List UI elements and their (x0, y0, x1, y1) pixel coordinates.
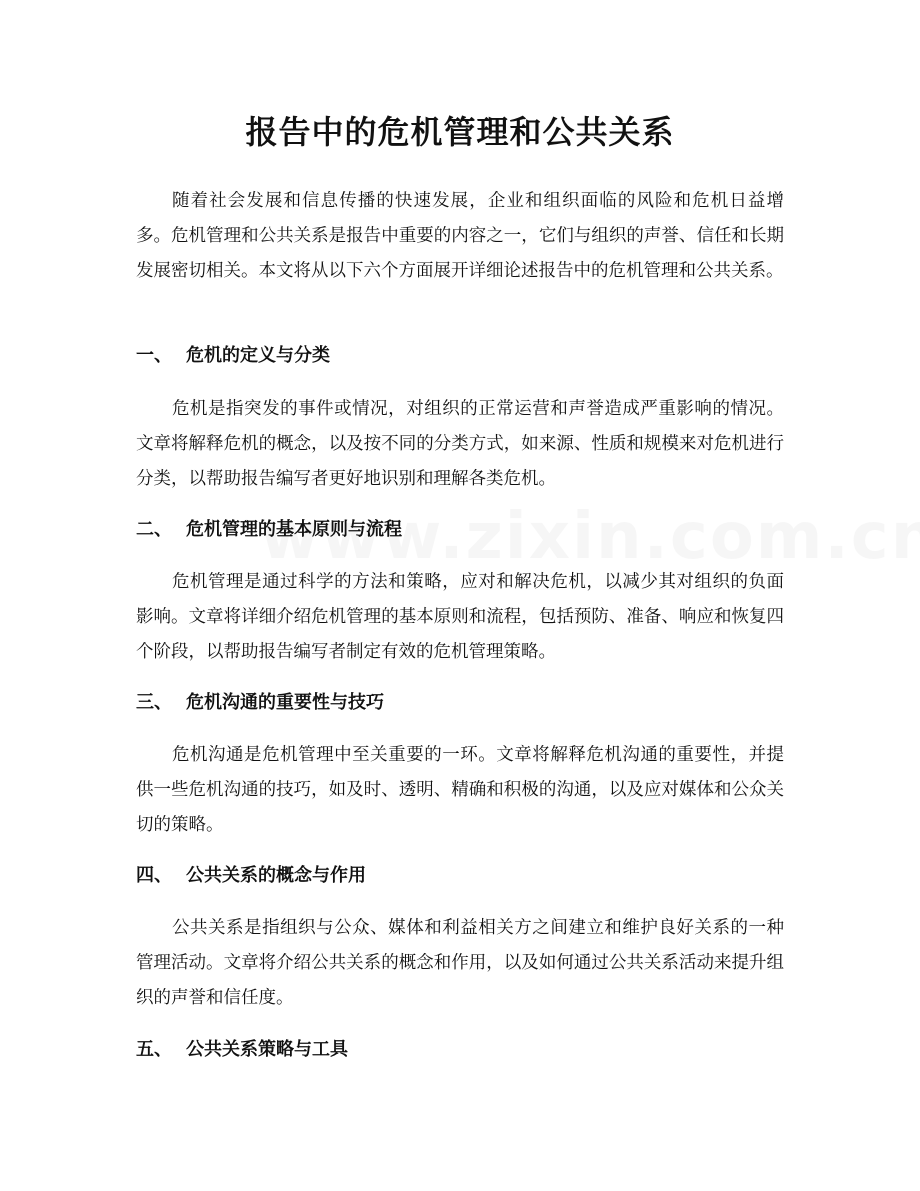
section-heading-text: 公共关系的概念与作用 (186, 865, 366, 886)
section-heading-text: 公共关系策略与工具 (186, 1039, 348, 1060)
section-number: 二、 (136, 519, 172, 540)
document-title: 报告中的危机管理和公共关系 (245, 113, 675, 151)
section-body-1: 危机是指突发的事件或情况，对组织的正常运营和声誉造成严重影响的情况。文章将解释危机的概念，以及按不同的分类方式，如来源、性质和规模来对危机进行分类，以帮助报告编写者更好地识别和理解各类危机。 (136, 399, 784, 489)
section-body-4: 公共关系是指组织与公众、媒体和利益相关方之间建立和维护良好关系的一种管理活动。文章将介绍公共关系的概念和作用，以及如何通过公共关系活动来提升组织的声誉和信任度。 (136, 918, 784, 1008)
section-heading-text: 危机沟通的重要性与技巧 (186, 692, 384, 713)
section-heading-text: 危机管理的基本原则与流程 (186, 519, 402, 540)
section-number: 四、 (136, 865, 172, 886)
intro-paragraph: 随着社会发展和信息传播的快速发展，企业和组织面临的风险和危机日益增多。危机管理和公共关系是报告中重要的内容之一，它们与组织的声誉、信任和长期发展密切相关。本文将从以下六个方面展开详细论述报告中的危机管理和公共关系。 (136, 191, 784, 281)
section-number: 五、 (136, 1039, 172, 1060)
section-heading-2 (136, 515, 784, 545)
section-number: 一、 (136, 345, 172, 366)
section-body-2: 危机管理是通过科学的方法和策略，应对和解决危机，以减少其对组织的负面影响。文章将详细介绍危机管理的基本原则和流程，包括预防、准备、响应和恢复四个阶段，以帮助报告编写者制定有效的危机管理策略。 (136, 572, 784, 662)
section-number: 三、 (136, 692, 172, 713)
section-heading-text: 危机的定义与分类 (186, 345, 330, 366)
section-heading-3 (136, 688, 784, 718)
section-heading-1 (136, 341, 784, 371)
section-heading-4 (136, 861, 784, 891)
section-body-3: 危机沟通是危机管理中至关重要的一环。文章将解释危机沟通的重要性，并提供一些危机沟通的技巧，如及时、透明、精确和积极的沟通，以及应对媒体和公众关切的策略。 (136, 745, 784, 835)
section-heading-5 (136, 1035, 784, 1065)
